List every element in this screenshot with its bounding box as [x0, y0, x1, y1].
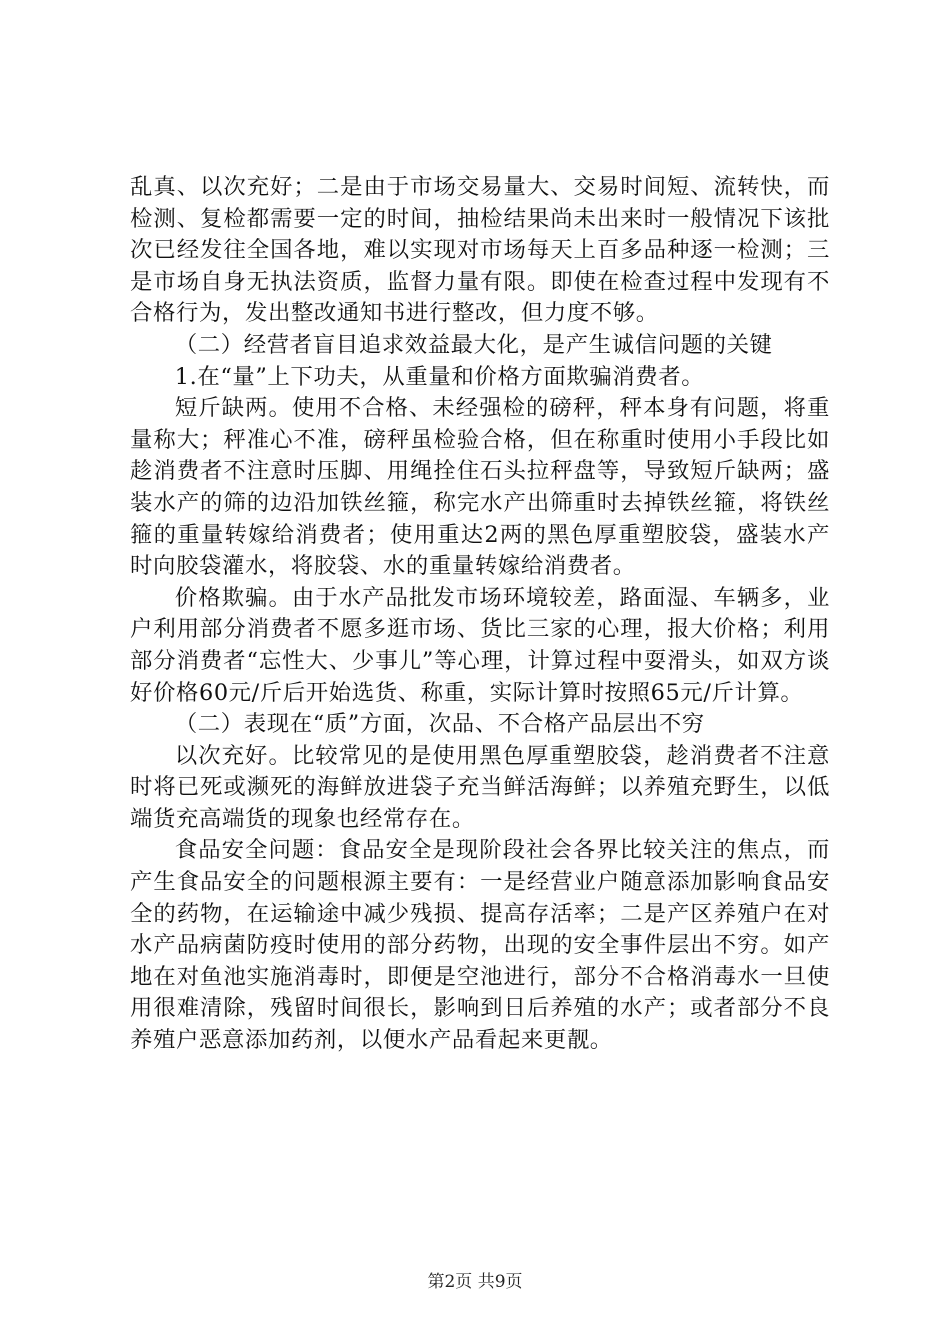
section-heading-operators: （二）经营者盲目追求效益最大化，是产生诚信问题的关键	[174, 331, 773, 358]
paragraph-food-safety: 食品安全问题：食品安全是现阶段社会各界比较关注的焦点，而产生食品安全的问题根源主要有：一是经营业户随意添加影响食品安全的药物，在运输途中减少残损、提高存活率；二是产区养殖户在对水产品病菌防疫时使用的部分药物，出现的安全事件层出不穷。如产地在对鱼池实施消毒时，即便是空池进行，部分不合格消毒水一旦使用很难清除，残留时间很长，影响到日后养殖的水产；或者部分不良养殖户恶意添加药剂，以便水产品看起来更靓。	[130, 837, 830, 1054]
subheading-quantity: 1.在“量”上下功夫，从重量和价格方面欺骗消费者。	[174, 363, 705, 390]
document-body	[130, 172, 830, 1057]
paragraph-continuation: 乱真、以次充好；二是由于市场交易量大、交易时间短、流转快，而检测、复检都需要一定的时间，抽检结果尚未出来时一般情况下该批次已经发往全国各地，难以实现对市场每天上百多品种逐一检测；三是市场自身无执法资质，监督力量有限。即使在检查过程中发现有不合格行为，发出整改通知书进行整改，但力度不够。	[130, 174, 830, 327]
paragraph-inferior-goods: 以次充好。比较常见的是使用黑色厚重塑胶袋，趁消费者不注意时将已死或濒死的海鲜放进袋子充当鲜活海鲜；以养殖充野生，以低端货充高端货的现象也经常存在。	[130, 742, 830, 832]
section-heading-quality: （二）表现在“质”方面，次品、不合格产品层出不穷	[174, 711, 705, 738]
page-number-footer: 第2页 共9页	[427, 1272, 523, 1292]
paragraph-price-deception: 价格欺骗。由于水产品批发市场环境较差，路面湿、车辆多，业户利用部分消费者不愿多逛市场、货比三家的心理，报大价格；利用部分消费者“忘性大、少事儿”等心理，计算过程中耍滑头，如双方谈好价格60元/斤后开始选货、称重，实际计算时按照65元/斤计算。	[130, 584, 830, 706]
paragraph-short-weight: 短斤缺两。使用不合格、未经强检的磅秤，秤本身有问题，将重量称大；秤准心不准，磅秤虽检验合格，但在称重时使用小手段比如趁消费者不注意时压脚、用绳拴住石头拉秤盘等，导致短斤缺两；盛装水产的筛的边沿加铁丝箍，称完水产出筛重时去掉铁丝箍，将铁丝箍的重量转嫁给消费者；使用重达2两的黑色厚重塑胶袋，盛装水产时向胶袋灌水，将胶袋、水的重量转嫁给消费者。	[130, 395, 830, 580]
